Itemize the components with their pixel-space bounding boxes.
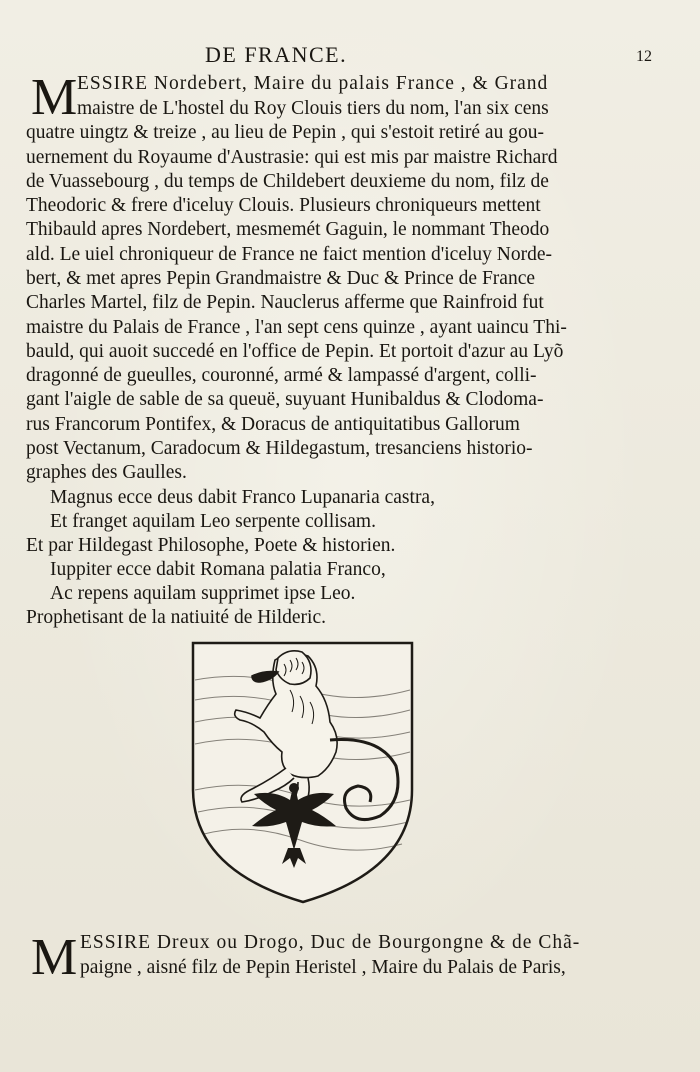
verse-line: Prophetisant de la natiuité de Hilderic.: [26, 607, 326, 628]
text-line: Charles Martel, filz de Pepin. Nauclerus afferme que Rainfroid fut: [26, 292, 544, 313]
text-line: Theodoric & frere d'iceluy Clouis. Plusieurs chroniqueurs mettent: [26, 195, 541, 216]
text-line: uernement du Royaume d'Austrasie: qui est mis par maistre Richard: [26, 147, 558, 168]
lion-dragon-eagle-shield-icon: [190, 640, 416, 906]
text-line: ald. Le uiel chroniqueur de France ne faict mention d'iceluy Norde-: [26, 244, 553, 265]
running-head: [0, 42, 700, 66]
text-line: maistre du Palais de France , l'an sept cens quinze , ayant uaincu Thi-: [26, 317, 567, 338]
text-line: quatre uingtz & treize , au lieu de Pepin , qui s'estoit retiré au gou-: [26, 122, 544, 143]
text-line: de Vuassebourg , du temps de Childebert deuxieme du nom, filz de: [26, 171, 549, 192]
text-line: post Vectanum, Caradocum & Hildegastum, tresanciens historio-: [26, 438, 533, 459]
text-line: rus Francorum Pontifex, & Doracus de antiquitatibus Gallorum: [26, 414, 520, 435]
text-line: bauld, qui auoit succedé en l'office de Pepin. Et portoit d'azur au Lyõ: [26, 341, 564, 362]
drop-capital: M: [31, 929, 78, 986]
text-line: paigne , aisné filz de Pepin Heristel , Maire du Palais de Paris,: [80, 957, 566, 978]
verse-line: Iuppiter ecce dabit Romana palatia Franco,: [50, 559, 386, 580]
drop-capital: M: [31, 69, 78, 126]
text-line: ESSIRE Nordebert, Maire du palais France , & Grand: [77, 73, 549, 94]
verse-line: Et par Hildegast Philosophe, Poete & historien.: [26, 535, 396, 556]
page-title: DE FRANCE.: [205, 42, 348, 67]
text-line: dragonné de gueulles, couronné, armé & lampassé d'argent, colli-: [26, 365, 537, 386]
text-line: ESSIRE Dreux ou Drogo, Duc de Bourgongne & de Chã-: [80, 932, 581, 953]
coat-of-arms: [190, 640, 416, 906]
text-line: maistre de L'hostel du Roy Clouis tiers du nom, l'an six cens: [77, 98, 549, 119]
verse-line: Et franget aquilam Leo serpente collisam.: [50, 511, 376, 532]
text-line: bert, & met apres Pepin Grandmaistre & Duc & Prince de France: [26, 268, 536, 289]
text-line: Thibauld apres Nordebert, mesmemét Gaguin, le nommant Theodo: [26, 219, 550, 240]
page-number: 12: [636, 48, 652, 65]
verse-line: Ac repens aquilam supprimet ipse Leo.: [50, 583, 356, 604]
text-line: graphes des Gaulles.: [26, 462, 187, 483]
text-line: gant l'aigle de sable de sa queuë, suyuant Hunibaldus & Clodoma-: [26, 389, 544, 410]
verse-line: Magnus ecce deus dabit Franco Lupanaria castra,: [50, 487, 435, 508]
